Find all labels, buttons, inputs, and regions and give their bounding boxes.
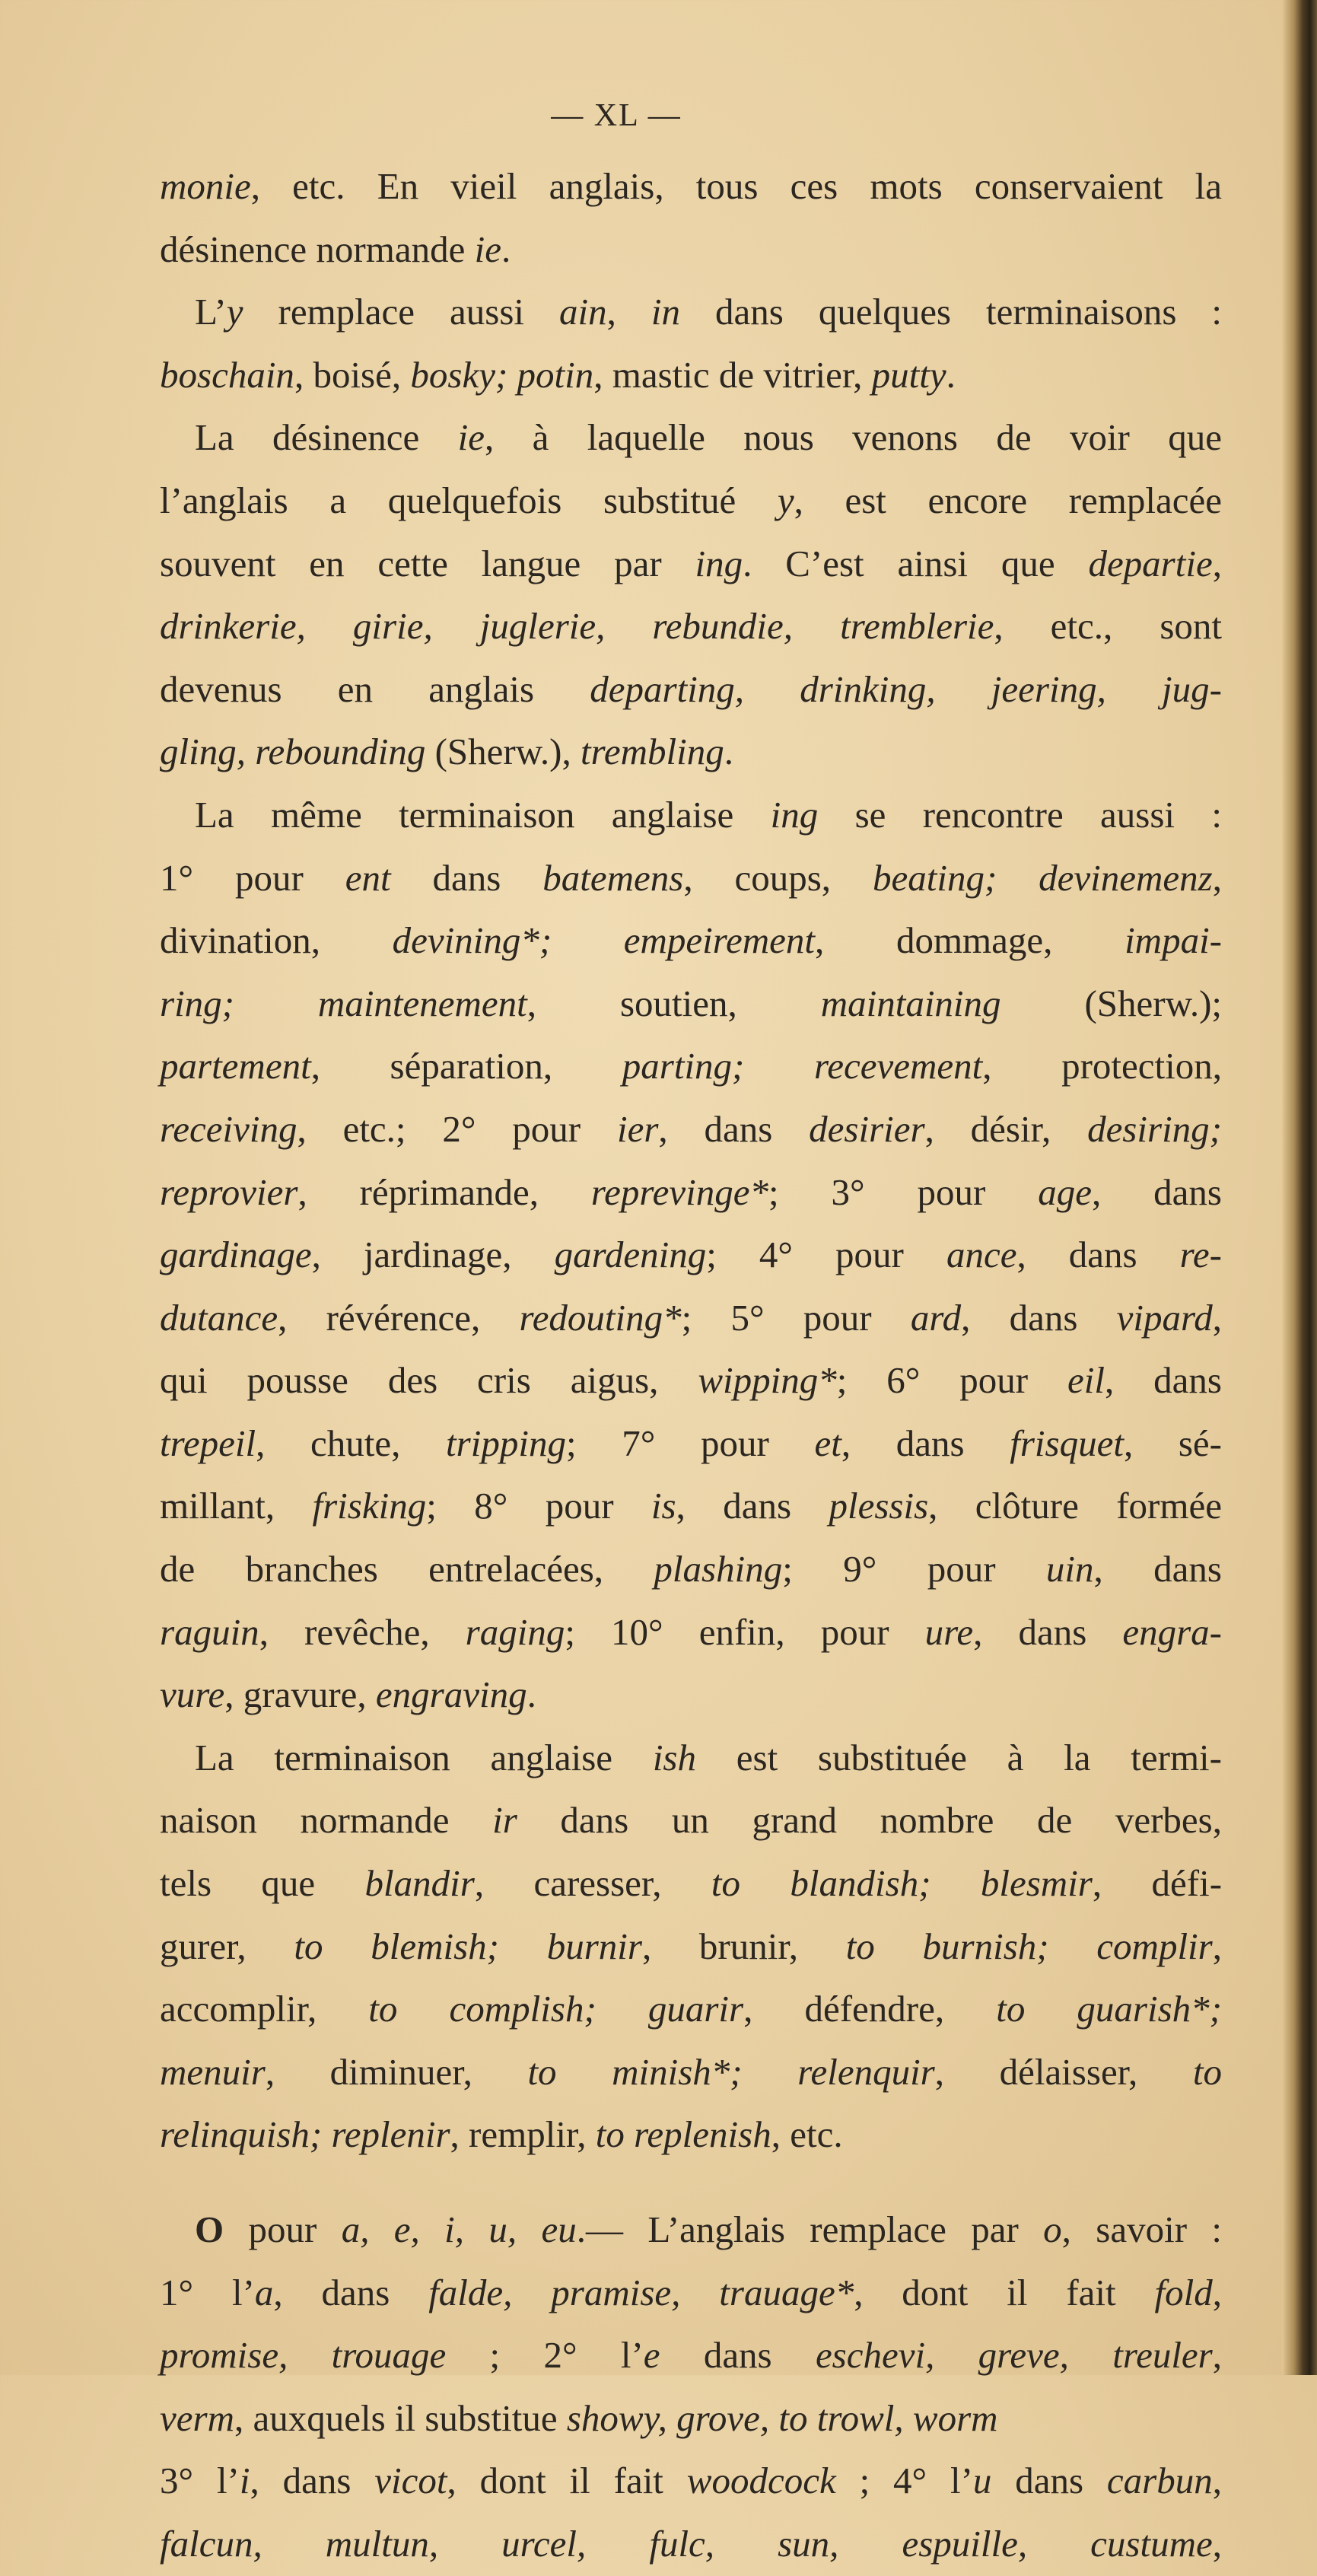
text-line xyxy=(160,533,1222,596)
text-run: ; 4° pour xyxy=(706,1234,946,1276)
italic-word: vicot xyxy=(374,2460,447,2502)
italic-word: receiving xyxy=(160,1107,297,1150)
italic-word: desiring; xyxy=(1087,1107,1222,1150)
text-line xyxy=(160,1538,1222,1601)
italic-word: vipard xyxy=(1116,1296,1213,1339)
italic-word: i xyxy=(239,2460,250,2502)
text-run: , dans xyxy=(273,2271,429,2313)
italic-word: e xyxy=(643,2334,660,2377)
text-run: dans quelques terminaisons : xyxy=(680,291,1223,333)
text-run: , xyxy=(1212,2271,1223,2313)
text-run: qui pousse des cris aigus, xyxy=(160,1359,698,1402)
italic-word: ard xyxy=(910,1296,962,1339)
text-line xyxy=(160,2450,1222,2513)
text-run: , dans xyxy=(1093,1548,1222,1590)
text-line xyxy=(160,784,1222,847)
italic-word: departing, drinking, jeering, jug- xyxy=(590,667,1222,710)
text-run: . xyxy=(946,353,956,396)
italic-word: o xyxy=(1043,2208,1062,2250)
text-line xyxy=(160,721,1222,784)
text-run: , réprimande, xyxy=(297,1170,591,1213)
text-line xyxy=(160,2513,1222,2576)
text-line xyxy=(160,2041,1222,2104)
text-line xyxy=(160,2324,1222,2387)
italic-word: falde, pramise, trauage* xyxy=(428,2271,854,2313)
text-line xyxy=(160,406,1222,470)
italic-word: to blemish; burnir xyxy=(294,1925,642,1967)
text-run: dans xyxy=(660,2334,816,2377)
text-run: , sé- xyxy=(1123,1422,1222,1464)
text-line xyxy=(160,1224,1222,1287)
italic-word: ing xyxy=(695,542,743,584)
body-text xyxy=(160,155,1222,2576)
text-run: , revêche, xyxy=(259,1610,466,1653)
text-run: , diminuer, xyxy=(265,2050,528,2093)
italic-word: verm xyxy=(160,2396,234,2439)
text-line xyxy=(160,155,1222,218)
italic-word: raguin xyxy=(160,1610,259,1653)
text-run: accomplir, xyxy=(160,1988,369,2030)
text-run: l’anglais a quelquefois substitué xyxy=(160,479,778,521)
book-binding-edge xyxy=(1282,0,1317,2375)
text-run: , révérence, xyxy=(278,1296,520,1339)
italic-word: is xyxy=(651,1485,676,1527)
text-run: , défendre, xyxy=(743,1988,997,2030)
italic-word: to xyxy=(1192,2050,1222,2093)
text-run: , chute, xyxy=(256,1422,447,1464)
italic-word: engraving xyxy=(375,1673,527,1716)
text-run: dans xyxy=(390,856,543,899)
italic-word: vure xyxy=(160,1673,225,1716)
text-run: , dans xyxy=(1092,1170,1222,1213)
italic-word: carbun xyxy=(1106,2460,1213,2502)
text-run: , délaisser, xyxy=(934,2050,1193,2093)
text-line xyxy=(160,1098,1222,1161)
italic-word: et xyxy=(814,1422,841,1464)
italic-word: eschevi, greve, treuler xyxy=(815,2334,1213,2377)
text-run: millant, xyxy=(160,1485,313,1527)
text-run: , xyxy=(1212,2522,1222,2565)
italic-word: menuir xyxy=(160,2050,266,2093)
text-run: , xyxy=(1212,856,1222,899)
text-line xyxy=(160,847,1222,910)
text-run: , soutien, xyxy=(526,982,821,1024)
text-run: , remplir, xyxy=(450,2113,596,2156)
page-number-header: — XL — xyxy=(551,98,682,133)
italic-word: devining*; empeirement xyxy=(392,919,816,962)
text-line xyxy=(160,1978,1222,2041)
text-line xyxy=(160,1035,1222,1098)
text-run: , etc. xyxy=(771,2113,843,2156)
text-line xyxy=(160,344,1222,407)
text-line xyxy=(160,1664,1222,1727)
text-line xyxy=(160,1727,1222,1790)
italic-word: relinquish; replenir xyxy=(160,2113,450,2156)
italic-word: impai- xyxy=(1125,919,1222,962)
text-run: ; 8° pour xyxy=(426,1485,651,1527)
italic-word: ish xyxy=(652,1736,696,1778)
text-run: , xyxy=(1212,1296,1222,1339)
text-run: souvent en cette langue par xyxy=(160,542,695,584)
italic-word: fold xyxy=(1154,2271,1213,2313)
text-line xyxy=(160,1161,1222,1224)
italic-word: parting; recevement xyxy=(622,1045,983,1087)
italic-word: batemens xyxy=(542,856,684,899)
text-run: naison normande xyxy=(160,1799,493,1842)
text-line xyxy=(160,1349,1222,1412)
italic-word: to complish; guarir xyxy=(368,1988,744,2030)
italic-word: showy, grove, to trowl, worm xyxy=(566,2396,998,2439)
text-run: , dans xyxy=(1016,1234,1180,1276)
italic-word: plashing xyxy=(654,1548,783,1590)
italic-word: falcun, multun, urcel, fulc, sun, espuille, custume xyxy=(160,2522,1213,2565)
italic-word: reprevinge* xyxy=(590,1170,768,1213)
text-run: La terminaison anglaise xyxy=(195,1736,653,1778)
italic-word: desirier xyxy=(809,1107,925,1150)
text-run: ; 3° pour xyxy=(768,1170,1039,1213)
text-run: dans xyxy=(991,2460,1107,2502)
italic-word: ie xyxy=(474,228,501,270)
italic-word: redouting* xyxy=(519,1296,682,1339)
italic-word: to blandish; blesmir xyxy=(711,1862,1093,1905)
text-line xyxy=(160,1852,1222,1915)
text-line xyxy=(160,1287,1222,1350)
text-run: ; 4° l’ xyxy=(835,2460,973,2502)
text-run: ; 2° l’ xyxy=(446,2334,644,2377)
italic-word: partement xyxy=(160,1045,311,1087)
italic-word: y xyxy=(226,291,243,333)
text-line xyxy=(160,1601,1222,1664)
italic-word: a, e, i, u, eu xyxy=(341,2208,577,2250)
text-run: , dans xyxy=(973,1610,1123,1653)
text-run: , auxquels il substitue xyxy=(234,2396,567,2439)
text-run: ; 9° pour xyxy=(782,1548,1046,1590)
text-run: , clôture formée xyxy=(928,1485,1222,1527)
text-line xyxy=(160,2387,1222,2450)
italic-word: ing xyxy=(770,793,819,836)
text-run: , gravure, xyxy=(224,1673,376,1716)
text-run: , dans xyxy=(961,1296,1117,1339)
text-line xyxy=(160,2103,1222,2167)
italic-word: boschain xyxy=(160,353,294,396)
text-line xyxy=(160,909,1222,973)
text-run: ; 7° pour xyxy=(565,1422,815,1464)
text-run: , dans xyxy=(841,1422,1010,1464)
text-run: dans un grand nombre de verbes, xyxy=(517,1799,1222,1842)
italic-word: age xyxy=(1038,1170,1093,1213)
text-run: La désinence xyxy=(195,416,458,459)
text-run: , brunir, xyxy=(641,1925,846,1967)
text-run: , etc. En vieil anglais, tous ces mots conservaient la xyxy=(250,165,1222,207)
text-run: est substituée à la termi- xyxy=(696,1736,1222,1778)
text-run: remplace aussi xyxy=(243,291,560,333)
text-run: (Sherw.), xyxy=(425,731,581,773)
italic-word: uin xyxy=(1045,1548,1094,1590)
text-run: L’ xyxy=(195,291,227,333)
italic-word: reprovier xyxy=(160,1170,298,1213)
italic-word: promise, trouage xyxy=(160,2334,447,2377)
italic-word: bosky; potin xyxy=(410,353,594,396)
italic-word: plessis xyxy=(829,1485,929,1527)
text-run: , boisé, xyxy=(294,353,411,396)
text-line xyxy=(160,1475,1222,1538)
text-run: , dans xyxy=(676,1485,829,1527)
italic-word: gardinage xyxy=(160,1234,312,1276)
text-run: (Sherw.); xyxy=(1000,982,1222,1024)
text-run: , xyxy=(1212,2460,1222,2502)
text-run: , dont il fait xyxy=(854,2271,1155,2313)
italic-word: a xyxy=(254,2271,274,2313)
italic-word: blandir xyxy=(364,1862,475,1905)
text-run: .— L’anglais remplace par xyxy=(576,2208,1044,2250)
italic-word: trepeil xyxy=(160,1422,256,1464)
text-run: , séparation, xyxy=(310,1045,622,1087)
text-run: , dont il fait xyxy=(447,2460,687,2502)
italic-word: drinkerie, girie, juglerie, rebundie, tremblerie xyxy=(160,605,994,648)
text-run: . C’est ainsi que xyxy=(743,542,1089,584)
text-run: , savoir : xyxy=(1061,2208,1222,2250)
text-run: , etc., sont xyxy=(994,605,1222,648)
italic-word: tripping xyxy=(446,1422,566,1464)
text-run: La même terminaison anglaise xyxy=(195,793,771,836)
text-run: , dans xyxy=(250,2460,375,2502)
text-run: désinence normande xyxy=(160,228,475,270)
text-run: de branches entrelacées, xyxy=(160,1548,654,1590)
italic-word: u xyxy=(972,2460,992,2502)
italic-word: departie xyxy=(1088,542,1213,584)
italic-word: eil xyxy=(1067,1359,1105,1402)
italic-word: to minish*; relenquir xyxy=(527,2050,935,2093)
text-run: , défi- xyxy=(1092,1862,1223,1905)
italic-word: frisquet xyxy=(1010,1422,1124,1464)
text-line xyxy=(160,2199,1222,2262)
text-run: gurer, xyxy=(160,1925,294,1967)
text-line xyxy=(160,470,1222,533)
italic-word: ance xyxy=(946,1234,1017,1276)
text-line xyxy=(160,218,1222,282)
text-run: , xyxy=(1212,542,1222,584)
text-run: . xyxy=(501,228,511,270)
text-run: , dans xyxy=(658,1107,810,1150)
text-run: ; 6° pour xyxy=(836,1359,1068,1402)
italic-word: ain xyxy=(559,291,607,333)
italic-word: gardening xyxy=(554,1234,707,1276)
italic-word: to guarish*; xyxy=(996,1988,1222,2030)
italic-word: maintaining xyxy=(820,982,1001,1024)
italic-word: ring; maintenement xyxy=(160,982,527,1024)
text-line xyxy=(160,2262,1222,2325)
text-run: , caresser, xyxy=(474,1862,711,1905)
text-run: , à laquelle nous venons de voir que xyxy=(484,416,1222,459)
text-run: , xyxy=(606,291,651,333)
text-run: , est encore remplacée xyxy=(794,479,1222,521)
text-run: . xyxy=(526,1673,536,1716)
italic-word: frisking xyxy=(312,1485,427,1527)
italic-word: dutance xyxy=(160,1296,278,1339)
text-run: , xyxy=(1212,2334,1222,2377)
text-run: 1° l’ xyxy=(160,2271,255,2313)
text-run: , etc.; 2° pour xyxy=(297,1107,617,1150)
text-run: 3° l’ xyxy=(160,2460,240,2502)
text-line xyxy=(160,281,1222,344)
text-run: se rencontre aussi : xyxy=(818,793,1222,836)
text-line xyxy=(160,595,1222,658)
text-run: , dommage, xyxy=(815,919,1125,962)
text-run: divination, xyxy=(160,919,393,962)
italic-word: ure xyxy=(924,1610,974,1653)
text-run: ; 10° enfin, pour xyxy=(565,1610,925,1653)
italic-word: ier xyxy=(616,1107,659,1150)
italic-word: y xyxy=(777,479,794,521)
text-line xyxy=(160,973,1222,1036)
text-line xyxy=(160,1412,1222,1476)
text-run: , mastic de vitrier, xyxy=(593,353,872,396)
italic-word: putty xyxy=(871,353,946,396)
text-run: , désir, xyxy=(924,1107,1088,1150)
text-run: pour xyxy=(224,2208,342,2250)
text-run: , xyxy=(1212,1925,1222,1967)
text-line xyxy=(160,1789,1222,1852)
italic-word: re- xyxy=(1179,1234,1222,1276)
text-run: , coups, xyxy=(683,856,873,899)
italic-word: ir xyxy=(492,1799,517,1842)
italic-word: engra- xyxy=(1122,1610,1222,1653)
italic-word: ie xyxy=(457,416,485,459)
italic-word: to replenish xyxy=(595,2113,771,2156)
text-run: 1° pour xyxy=(160,856,345,899)
italic-word: trembling xyxy=(581,731,724,773)
italic-word: ent xyxy=(345,856,391,899)
text-run: , protection, xyxy=(982,1045,1222,1087)
italic-word: wipping* xyxy=(698,1359,837,1402)
text-line xyxy=(160,1915,1222,1979)
text-run: tels que xyxy=(160,1862,365,1905)
italic-word: raging xyxy=(465,1610,565,1653)
text-run: ; 5° pour xyxy=(681,1296,911,1339)
italic-word: woodcock xyxy=(686,2460,836,2502)
text-run: , jardinage, xyxy=(311,1234,555,1276)
italic-word: in xyxy=(651,291,681,333)
italic-word: gling, rebounding xyxy=(160,731,426,773)
text-run: , dans xyxy=(1105,1359,1222,1402)
bold-heading-letter: O xyxy=(195,2208,224,2250)
italic-word: beating; devinemenz xyxy=(872,856,1213,899)
italic-word: monie xyxy=(160,165,251,207)
italic-word: to burnish; complir xyxy=(845,1925,1213,1967)
text-line xyxy=(160,658,1222,721)
text-run: . xyxy=(724,731,733,773)
text-run: devenus en anglais xyxy=(160,667,590,710)
